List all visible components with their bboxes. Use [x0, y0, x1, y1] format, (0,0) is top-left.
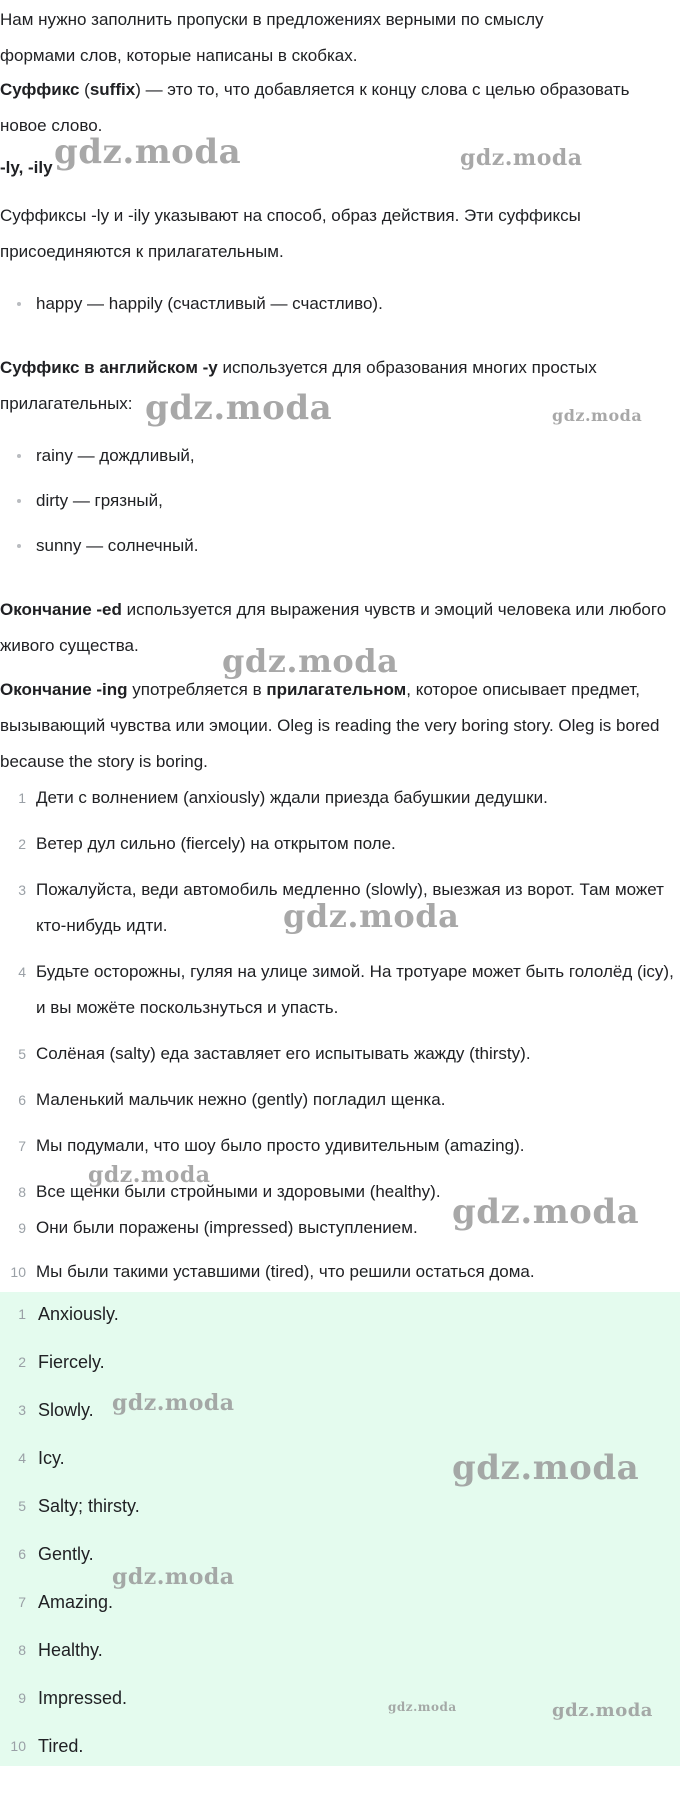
answer-item: 3 Slowly. — [0, 1392, 680, 1428]
bullet-icon — [17, 499, 21, 503]
intro-paragraph — [0, 2, 678, 74]
item-number: 5 — [18, 1046, 26, 1062]
y-suffix-definition: Суффикс в английском -y используется для образования многих простых прилагательных: — [0, 358, 597, 413]
answer-item: 6 Gently. — [0, 1536, 680, 1572]
answer-item: 7 Amazing. — [0, 1584, 680, 1620]
item-number: 6 — [18, 1092, 26, 1108]
watermark-logo: gdz.moda — [222, 642, 399, 680]
watermark-logo: gdz.moda — [54, 132, 242, 172]
answer-item: 5 Salty; thirsty. — [0, 1488, 680, 1524]
item-number: 6 — [18, 1546, 26, 1562]
item-number: 3 — [18, 882, 26, 898]
item-number: 10 — [10, 1738, 26, 1754]
watermark-logo: gdz.moda — [112, 1390, 235, 1416]
watermark-logo: gdz.moda — [112, 1564, 235, 1590]
item-number: 1 — [18, 1306, 26, 1322]
y-suffix-term: Суффикс в английском -y — [0, 358, 218, 377]
bullet-icon — [17, 544, 21, 548]
item-number: 7 — [18, 1594, 26, 1610]
answer-item: 4 Icy. — [0, 1440, 680, 1476]
answer-item: 8 Healthy. — [0, 1632, 680, 1668]
answers-panel — [0, 1292, 680, 1766]
item-number: 5 — [18, 1498, 26, 1514]
watermark-logo: gdz.moda — [552, 406, 643, 425]
item-number: 8 — [18, 1642, 26, 1658]
item-number: 7 — [18, 1138, 26, 1154]
suffix-term: Суффикс — [0, 80, 80, 99]
watermark-logo: gdz.moda — [388, 1700, 457, 1714]
ing-adjective-term: прилагательном — [266, 680, 407, 699]
item-number: 1 — [18, 790, 26, 806]
ly-paragraph: Суффиксы -ly и -ily указывают на способ, образ действия. Эти суффиксы присоединяются к прилагательным. — [0, 206, 581, 261]
watermark-logo: gdz.moda — [552, 1700, 653, 1721]
watermark-logo: gdz.moda — [145, 388, 333, 428]
answer-item: 1 Anxiously. — [0, 1296, 680, 1332]
bullet-icon — [17, 302, 21, 306]
item-number: 2 — [18, 836, 26, 852]
watermark-logo: gdz.moda — [452, 1448, 640, 1488]
item-number: 8 — [18, 1184, 26, 1200]
watermark-logo: gdz.moda — [460, 145, 583, 171]
item-number: 9 — [18, 1220, 26, 1236]
ing-ending-definition: Окончание -ing употребляется в прилагательном, которое описывает предмет, вызывающий чувства или эмоции. Oleg is reading the very boring story. Oleg is bored because the story is boring. — [0, 680, 660, 771]
watermark-logo: gdz.moda — [88, 1162, 211, 1188]
item-number: 3 — [18, 1402, 26, 1418]
watermark-logo: gdz.moda — [283, 897, 460, 935]
item-number: 2 — [18, 1354, 26, 1370]
item-number: 4 — [18, 964, 26, 980]
watermark-logo: gdz.moda — [452, 1192, 640, 1232]
item-number: 4 — [18, 1450, 26, 1466]
suffix-term-en: suffix — [89, 80, 136, 99]
ly-heading: -ly, -ily — [0, 158, 53, 177]
item-number: 9 — [18, 1690, 26, 1706]
suffix-definition: Суффикс (suffix) — это то, что добавляется к концу слова с целью образовать новое слово. — [0, 80, 630, 135]
ed-ending-term: Окончание -ed — [0, 600, 122, 619]
ing-ending-term: Окончание -ing — [0, 680, 128, 699]
ed-ending-definition: Окончание -ed используется для выражения чувств и эмоций человека или любого живого существа. — [0, 600, 667, 655]
answer-item: 10 Tired. — [0, 1728, 680, 1764]
bullet-icon — [17, 454, 21, 458]
intro-line-1: Нам нужно заполнить пропуски в предложениях верными по смыслу — [0, 10, 544, 29]
item-number: 10 — [10, 1264, 26, 1280]
answer-item: 2 Fiercely. — [0, 1344, 680, 1380]
intro-line-2: формами слов, которые написаны в скобках. — [0, 46, 358, 65]
suffix-definition-text: ) — это то, что добавляется к концу слова с целью образовать новое слово. — [0, 80, 630, 135]
answer-item: 9 Impressed. — [0, 1680, 680, 1716]
